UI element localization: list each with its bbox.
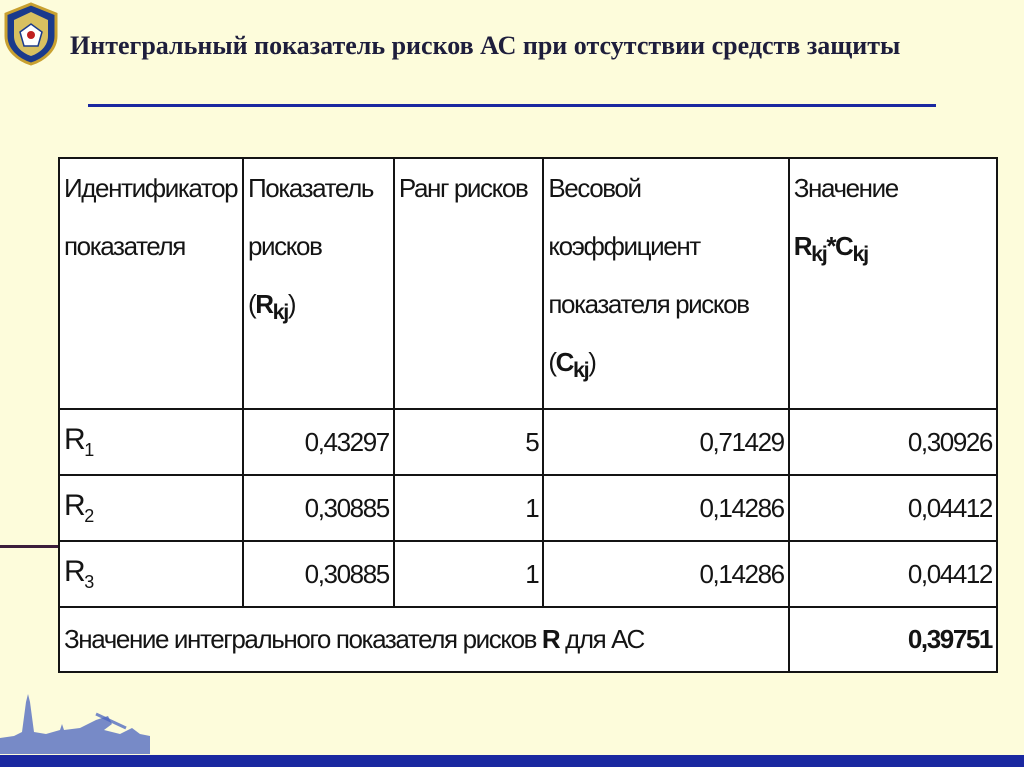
header-value-formula-r: R — [793, 231, 812, 261]
header-weight-symbol-sub: kj — [573, 357, 589, 383]
header-value — [789, 158, 997, 409]
total-label-symbol: R — [541, 624, 560, 655]
risk-cell: 0,43297 — [243, 409, 394, 475]
header-weight-symbol: C — [555, 347, 573, 377]
header-risk-symbol-sub: kj — [272, 299, 288, 325]
row-identifier — [59, 541, 243, 607]
rank-cell: 1 — [394, 541, 543, 607]
value-cell: 0,04412 — [789, 475, 997, 541]
table-header-row — [59, 158, 997, 409]
header-rank-label: Ранг рисков — [398, 173, 528, 203]
row-id-symbol: R — [64, 555, 85, 589]
slide-title: Интегральный показатель рисков АС при отсутствии средств защиты — [70, 31, 901, 60]
row-id-sub: 3 — [84, 572, 93, 593]
header-value-formula-c: *C — [826, 231, 853, 261]
total-label — [59, 607, 789, 672]
university-emblem-icon — [2, 2, 60, 66]
header-identifier-label: Идентификатор показателя — [64, 173, 238, 261]
rank-cell: 1 — [394, 475, 543, 541]
header-rank — [394, 158, 543, 409]
weight-cell: 0,14286 — [543, 475, 788, 541]
total-label-before: Значение интегрального показателя рисков — [64, 624, 542, 655]
total-value: 0,39751 — [789, 607, 997, 672]
row-id-sub: 2 — [84, 506, 93, 527]
rank-cell: 5 — [394, 409, 543, 475]
row-id-symbol: R — [64, 423, 85, 457]
risk-cell: 0,30885 — [243, 541, 394, 607]
value-cell: 0,04412 — [789, 541, 997, 607]
title-underline — [88, 104, 936, 107]
header-risk-indicator: Показатель рисков $(R_{kj})$ — [243, 158, 394, 409]
row-id-sub: 1 — [84, 440, 93, 461]
header-identifier — [59, 158, 243, 409]
value-cell: 0,30926 — [789, 409, 997, 475]
row-identifier — [59, 409, 243, 475]
row-identifier — [59, 475, 243, 541]
header-value-formula-r-sub: kj — [811, 241, 827, 267]
header-value-formula-c-sub: kj — [852, 241, 868, 267]
risk-cell: 0,30885 — [243, 475, 394, 541]
total-label-after: для АС — [559, 624, 644, 655]
table-row — [59, 409, 997, 475]
header-weight: Весовой коэффициент показателя рисков $(C_{kj})$ — [543, 158, 788, 409]
header-risk-indicator-label: Показатель рисков — [247, 173, 373, 261]
header-risk-symbol: R — [255, 289, 273, 319]
bottom-bar — [0, 755, 1024, 767]
weight-cell: 0,71429 — [543, 409, 788, 475]
table-row — [59, 475, 997, 541]
weight-cell: 0,14286 — [543, 541, 788, 607]
total-row — [59, 607, 997, 672]
risk-table — [58, 157, 998, 673]
header-value-label: Значение — [793, 173, 898, 203]
side-marker-line — [0, 545, 66, 548]
row-id-symbol: R — [64, 489, 85, 523]
city-skyline-icon — [0, 694, 150, 754]
table-row — [59, 541, 997, 607]
header-weight-label: Весовой коэффициент показателя рисков — [548, 173, 749, 319]
